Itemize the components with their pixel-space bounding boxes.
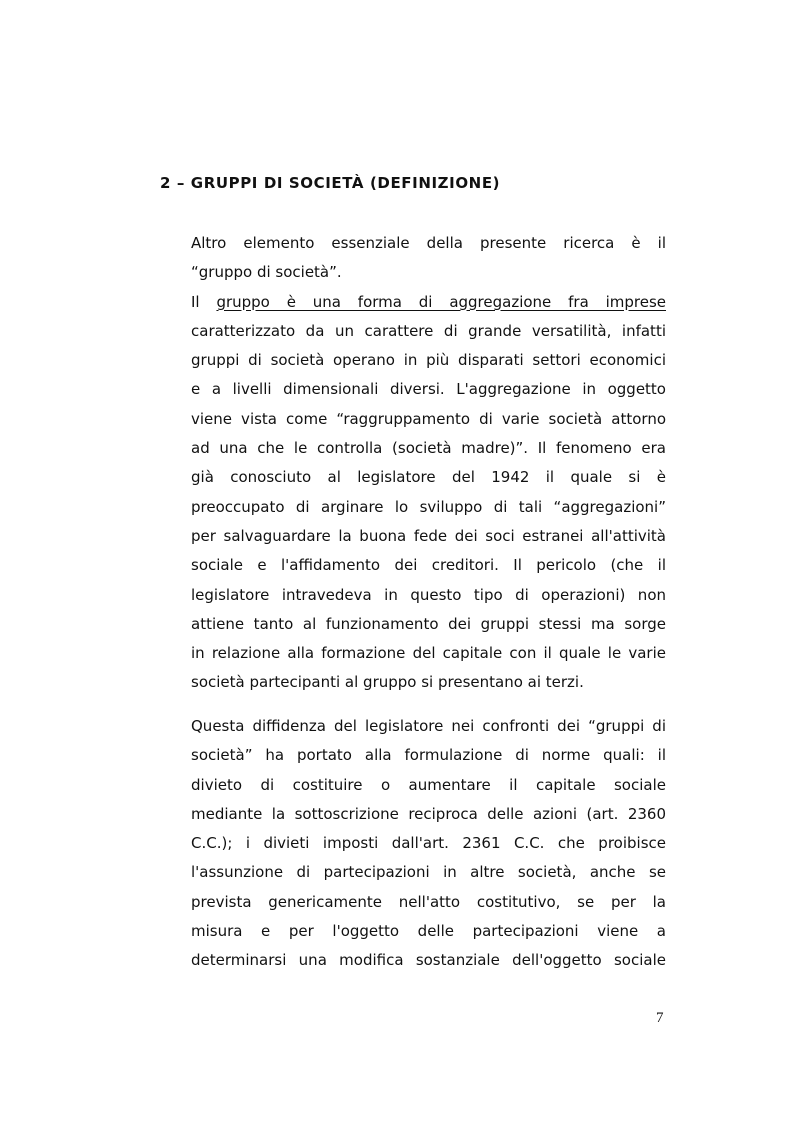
text-line: “gruppo di società”.: [191, 263, 342, 282]
text-line: attiene tanto al funzionamento dei gruppi stessi ma sorge: [191, 614, 666, 633]
text-line-with-underline: [191, 288, 666, 317]
text-line: misura e per l'oggetto delle partecipazioni viene a: [191, 922, 666, 941]
text-line: gruppi di società operano in più disparati settori economici: [191, 351, 666, 370]
text-line: divieto di costituire o aumentare il capitale sociale: [191, 775, 666, 794]
page-number: 7: [656, 1010, 664, 1026]
text-line: Questa diffidenza del legislatore nei confronti dei “gruppi di: [191, 717, 666, 735]
text-line: prevista genericamente nell'atto costitutivo, se per la: [191, 892, 666, 911]
text-line: società” ha portato alla formulazione di norme quali: il: [191, 746, 666, 765]
section-heading: 2 – GRUPPI DI SOCIETÀ (DEFINIZIONE): [160, 174, 501, 192]
text-line: C.C.); i divieti imposti dall'art. 2361 C.C. che proibisce: [191, 834, 666, 853]
text-line: società partecipanti al gruppo si presentano ai terzi.: [191, 673, 584, 692]
text-line: per salvaguardare la buona fede dei soci estranei all'attività: [191, 526, 666, 545]
text-line: legislatore intravedeva in questo tipo di operazioni) non: [191, 585, 666, 604]
text-line: già conosciuto al legislatore del 1942 il quale si è: [191, 468, 666, 487]
text-line: l'assunzione di partecipazioni in altre società, anche se: [191, 863, 666, 882]
text-fragment: Il: [191, 292, 217, 311]
text-line: e a livelli dimensionali diversi. L'aggregazione in oggetto: [191, 380, 666, 399]
text-line: in relazione alla formazione del capitale con il quale le varie: [191, 644, 666, 663]
text-line: mediante la sottoscrizione reciproca delle azioni (art. 2360: [191, 804, 666, 823]
text-line: sociale e l'affidamento dei creditori. Il pericolo (che il: [191, 556, 666, 575]
text-line: ad una che le controlla (società madre)”. Il fenomeno era: [191, 439, 666, 458]
underlined-definition: gruppo è una forma di aggregazione fra imprese: [216, 292, 666, 311]
paragraph-2: [191, 712, 666, 976]
text-line: viene vista come “raggruppamento di varie società attorno: [191, 409, 666, 428]
text-line: Altro elemento essenziale della presente ricerca è il: [191, 234, 666, 252]
paragraph-1: [191, 229, 666, 698]
text-line: caratterizzato da un carattere di grande versatilità, infatti: [191, 321, 666, 340]
text-line: determinarsi una modifica sostanziale dell'oggetto sociale: [191, 951, 666, 970]
text-line: preoccupato di arginare lo sviluppo di tali “aggregazioni”: [191, 497, 666, 516]
